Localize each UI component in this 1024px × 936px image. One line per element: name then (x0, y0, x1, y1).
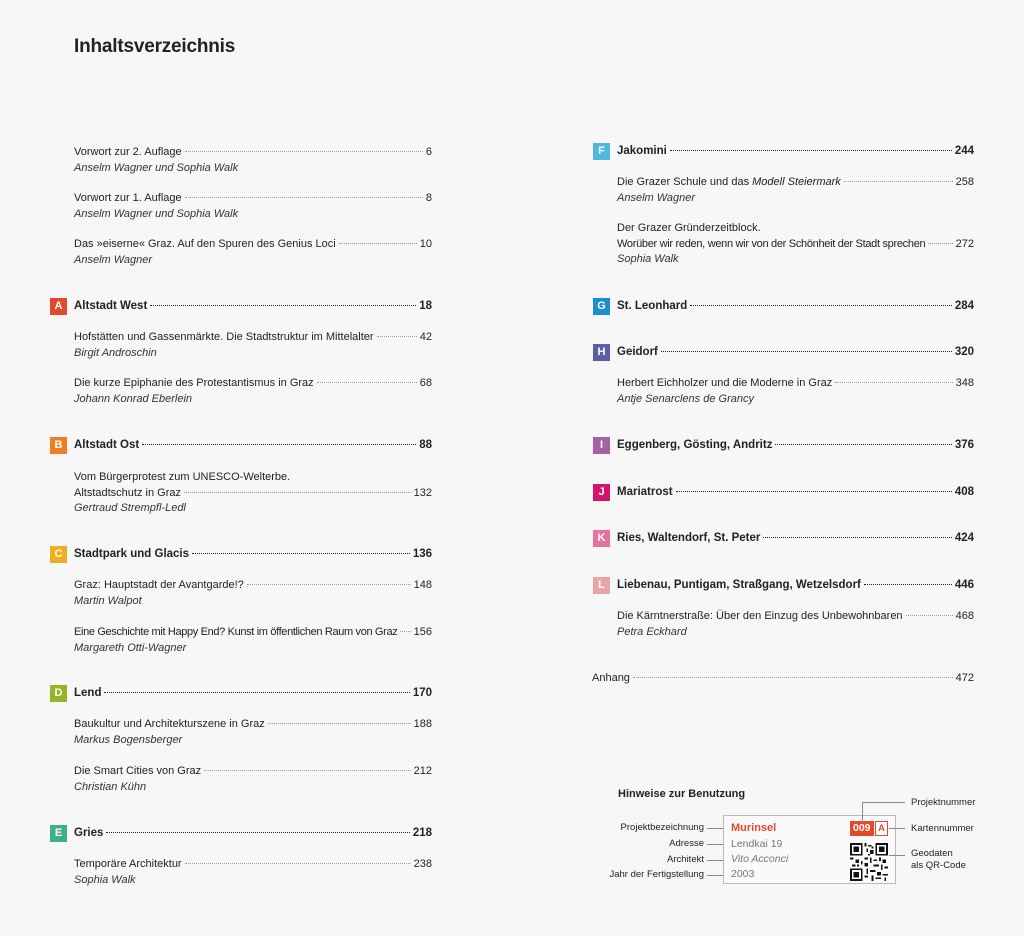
toc-entry[interactable] (74, 578, 432, 609)
label-projektbezeichnung: Projektbezeichnung (620, 822, 704, 833)
entry-author: Anselm Wagner und Sophia Walk (74, 207, 239, 220)
section-badge-f: F (593, 143, 610, 160)
entry-author: Anselm Wagner (617, 191, 696, 204)
dot-leader (844, 181, 953, 182)
dot-leader (763, 537, 951, 538)
page-number: 68 (419, 377, 432, 389)
dot-leader (906, 615, 953, 616)
label-kartennummer: Kartennummer (911, 823, 974, 834)
entry-author: Antje Senarclens de Grancy (617, 392, 754, 405)
legend-card (723, 815, 896, 884)
section-badge-l: L (593, 577, 610, 594)
section-title: St. Leonhard (617, 300, 688, 312)
toc-entry[interactable] (74, 470, 432, 517)
section-heading-b[interactable] (74, 438, 432, 454)
dot-leader (676, 491, 952, 492)
entry-title: Herbert Eichholzer und die Moderne in Graz (617, 377, 833, 389)
page-number: 42 (419, 331, 432, 343)
dot-leader (106, 832, 409, 833)
card-architect: Vito Acconci (731, 853, 789, 865)
page-number: 424 (954, 532, 974, 544)
page-number: 88 (419, 439, 432, 451)
section-heading-d[interactable] (74, 686, 432, 702)
dot-leader (661, 351, 952, 352)
label-architekt: Architekt (667, 854, 704, 865)
entry-title: Worüber wir reden, wenn wir von der Schönheit der Stadt sprechen (617, 237, 926, 250)
entry-author: Christian Kühn (74, 780, 147, 793)
section-title: Lend (74, 687, 102, 699)
entry-title-line-1: Vom Bürgerprotest zum UNESCO-Welterbe. (74, 471, 291, 483)
page-number: 238 (413, 858, 432, 870)
entry-title: Altstadtschutz in Graz (74, 486, 181, 499)
entry-title: Die kurze Epiphanie des Protestantismus in Graz (74, 377, 314, 389)
toc-entry[interactable] (74, 857, 432, 888)
entry-title: Baukultur und Architekturszene in Graz (74, 718, 265, 730)
dot-leader (400, 631, 410, 632)
dot-leader (104, 692, 409, 693)
card-project-number: 009 (850, 821, 874, 836)
section-heading-e[interactable] (74, 826, 432, 842)
toc-entry[interactable] (617, 175, 974, 206)
dot-leader (185, 197, 423, 198)
label-adresse: Adresse (669, 838, 704, 849)
page-number: 156 (413, 626, 432, 638)
section-heading-g[interactable] (617, 299, 974, 315)
toc-entry[interactable] (74, 764, 432, 795)
section-title: Ries, Waltendorf, St. Peter (617, 532, 761, 544)
entry-title-italic: Modell Steiermark (752, 176, 841, 188)
entry-title: Die Kärntnerstraße: Über den Einzug des Unbewohnbaren (617, 610, 903, 622)
page-number: 446 (954, 579, 974, 591)
leader-line (889, 828, 905, 829)
dot-leader (775, 444, 951, 445)
page-number: 148 (413, 579, 432, 591)
dot-leader (377, 336, 417, 337)
section-title: Jakomini (617, 145, 667, 157)
section-heading-k[interactable] (617, 531, 974, 547)
section-title: Stadtpark und Glacis (74, 548, 190, 560)
section-badge-c: C (50, 546, 67, 563)
entry-author: Gertraud Strempfl-Ledl (74, 502, 186, 514)
section-heading-l[interactable] (617, 578, 974, 594)
entry-author: Johann Konrad Eberlein (74, 392, 193, 405)
section-title: Altstadt Ost (74, 439, 140, 451)
toc-entry-vorwort-1[interactable] (74, 191, 432, 222)
dot-leader (633, 677, 953, 678)
section-badge-k: K (593, 530, 610, 547)
dot-leader (247, 584, 411, 585)
entry-author: Birgit Androschin (74, 346, 157, 359)
entry-title: Vorwort zur 1. Auflage (74, 192, 182, 204)
page-number: 408 (954, 486, 974, 498)
dot-leader (690, 305, 952, 306)
entry-title: Graz: Hauptstadt der Avantgarde!? (74, 579, 244, 591)
entry-author: Margareth Otti-Wagner (74, 641, 187, 654)
entry-title: Hofstätten und Gassenmärkte. Die Stadtstruktur im Mittelalter (74, 331, 374, 343)
entry-title-line-1: Der Grazer Gründerzeitblock. (617, 222, 761, 234)
page-number: 272 (955, 237, 974, 250)
label-jahr: Jahr der Fertigstellung (609, 869, 704, 880)
entry-author: Sophia Walk (617, 253, 679, 265)
page-number: 244 (954, 145, 974, 157)
section-badge-i: I (593, 437, 610, 454)
qr-code-icon (850, 843, 888, 881)
entry-title: Eine Geschichte mit Happy End? Kunst im öffentlichen Raum von Graz (74, 626, 398, 638)
section-title: Geidorf (617, 346, 658, 358)
section-heading-h[interactable] (617, 345, 974, 361)
page-number: 18 (419, 300, 432, 312)
label-qr-code: als QR-Code (911, 860, 966, 871)
dot-leader (339, 243, 417, 244)
dot-leader (184, 492, 411, 493)
page-number: 376 (954, 439, 974, 451)
toc-entry[interactable] (617, 221, 974, 268)
entry-author: Anselm Wagner und Sophia Walk (74, 161, 239, 174)
page-number: 472 (955, 672, 974, 684)
entry-author: Anselm Wagner (74, 253, 153, 266)
entry-title: Anhang (592, 672, 630, 684)
entry-title: Das »eiserne« Graz. Auf den Spuren des Genius Loci (74, 238, 336, 250)
section-badge-d: D (50, 685, 67, 702)
dot-leader (864, 584, 952, 585)
page-number: 10 (419, 238, 432, 250)
section-badge-h: H (593, 344, 610, 361)
section-heading-i[interactable] (617, 438, 974, 454)
toc-entry-vorwort-2[interactable] (74, 145, 432, 176)
label-projektnummer: Projektnummer (911, 797, 976, 808)
dot-leader (928, 243, 952, 244)
entry-title: Die Smart Cities von Graz (74, 765, 202, 777)
entry-author: Petra Eckhard (617, 625, 687, 638)
section-title: Liebenau, Puntigam, Straßgang, Wetzelsdorf (617, 579, 861, 591)
entry-author: Martin Walpot (74, 594, 142, 607)
toc-entry[interactable] (74, 376, 432, 407)
dot-leader (670, 150, 952, 151)
leader-line (889, 855, 905, 856)
page-title: Inhaltsverzeichnis (74, 36, 236, 57)
entry-title: Temporäre Architektur (74, 858, 182, 870)
entry-title-part: Die Grazer Schule und das (617, 176, 753, 188)
section-badge-b: B (50, 437, 67, 454)
toc-entry-eiserne-graz[interactable] (74, 237, 432, 268)
section-title: Altstadt West (74, 300, 148, 312)
dot-leader (150, 305, 416, 306)
entry-title: Vorwort zur 2. Auflage (74, 146, 182, 158)
card-map-letter: A (875, 821, 888, 836)
leader-line (862, 802, 863, 822)
toc-entry[interactable] (617, 609, 974, 640)
card-address: Lendkai 19 (731, 838, 783, 850)
dot-leader (185, 151, 423, 152)
toc-entry-anhang[interactable] (592, 671, 974, 687)
page-number: 170 (412, 687, 432, 699)
toc-entry[interactable] (74, 717, 432, 748)
legend-title: Hinweise zur Benutzung (618, 788, 746, 800)
label-geodaten: Geodaten (911, 848, 953, 859)
page-number: 188 (413, 718, 432, 730)
dot-leader (835, 382, 952, 383)
page-number: 218 (412, 827, 432, 839)
section-badge-g: G (593, 298, 610, 315)
section-title: Eggenberg, Gösting, Andritz (617, 439, 773, 451)
page-number: 284 (954, 300, 974, 312)
dot-leader (185, 863, 411, 864)
leader-line (862, 802, 905, 803)
section-heading-c[interactable] (74, 547, 432, 563)
dot-leader (268, 723, 411, 724)
entry-title (617, 175, 841, 191)
page-number: 320 (954, 346, 974, 358)
dot-leader (142, 444, 416, 445)
dot-leader (204, 770, 410, 771)
toc-entry[interactable] (74, 625, 432, 656)
section-heading-a[interactable] (74, 299, 432, 315)
entry-author: Sophia Walk (74, 873, 136, 886)
page-number: 348 (955, 377, 974, 389)
page-number: 136 (412, 548, 432, 560)
page-number: 6 (425, 146, 432, 158)
card-year: 2003 (731, 868, 755, 880)
page-number: 132 (413, 486, 432, 499)
toc-entry[interactable] (617, 376, 974, 407)
section-badge-e: E (50, 825, 67, 842)
dot-leader (192, 553, 410, 554)
section-heading-j[interactable] (617, 485, 974, 501)
page-number: 212 (413, 765, 432, 777)
section-badge-j: J (593, 484, 610, 501)
section-title: Gries (74, 827, 104, 839)
page-number: 258 (955, 176, 974, 188)
dot-leader (317, 382, 417, 383)
entry-author: Markus Bogensberger (74, 733, 183, 746)
page-number: 8 (425, 192, 432, 204)
page-number: 468 (955, 610, 974, 622)
section-badge-a: A (50, 298, 67, 315)
section-heading-f[interactable] (617, 144, 974, 160)
toc-entry[interactable] (74, 330, 432, 361)
card-project-name: Murinsel (731, 822, 777, 834)
section-title: Mariatrost (617, 486, 673, 498)
